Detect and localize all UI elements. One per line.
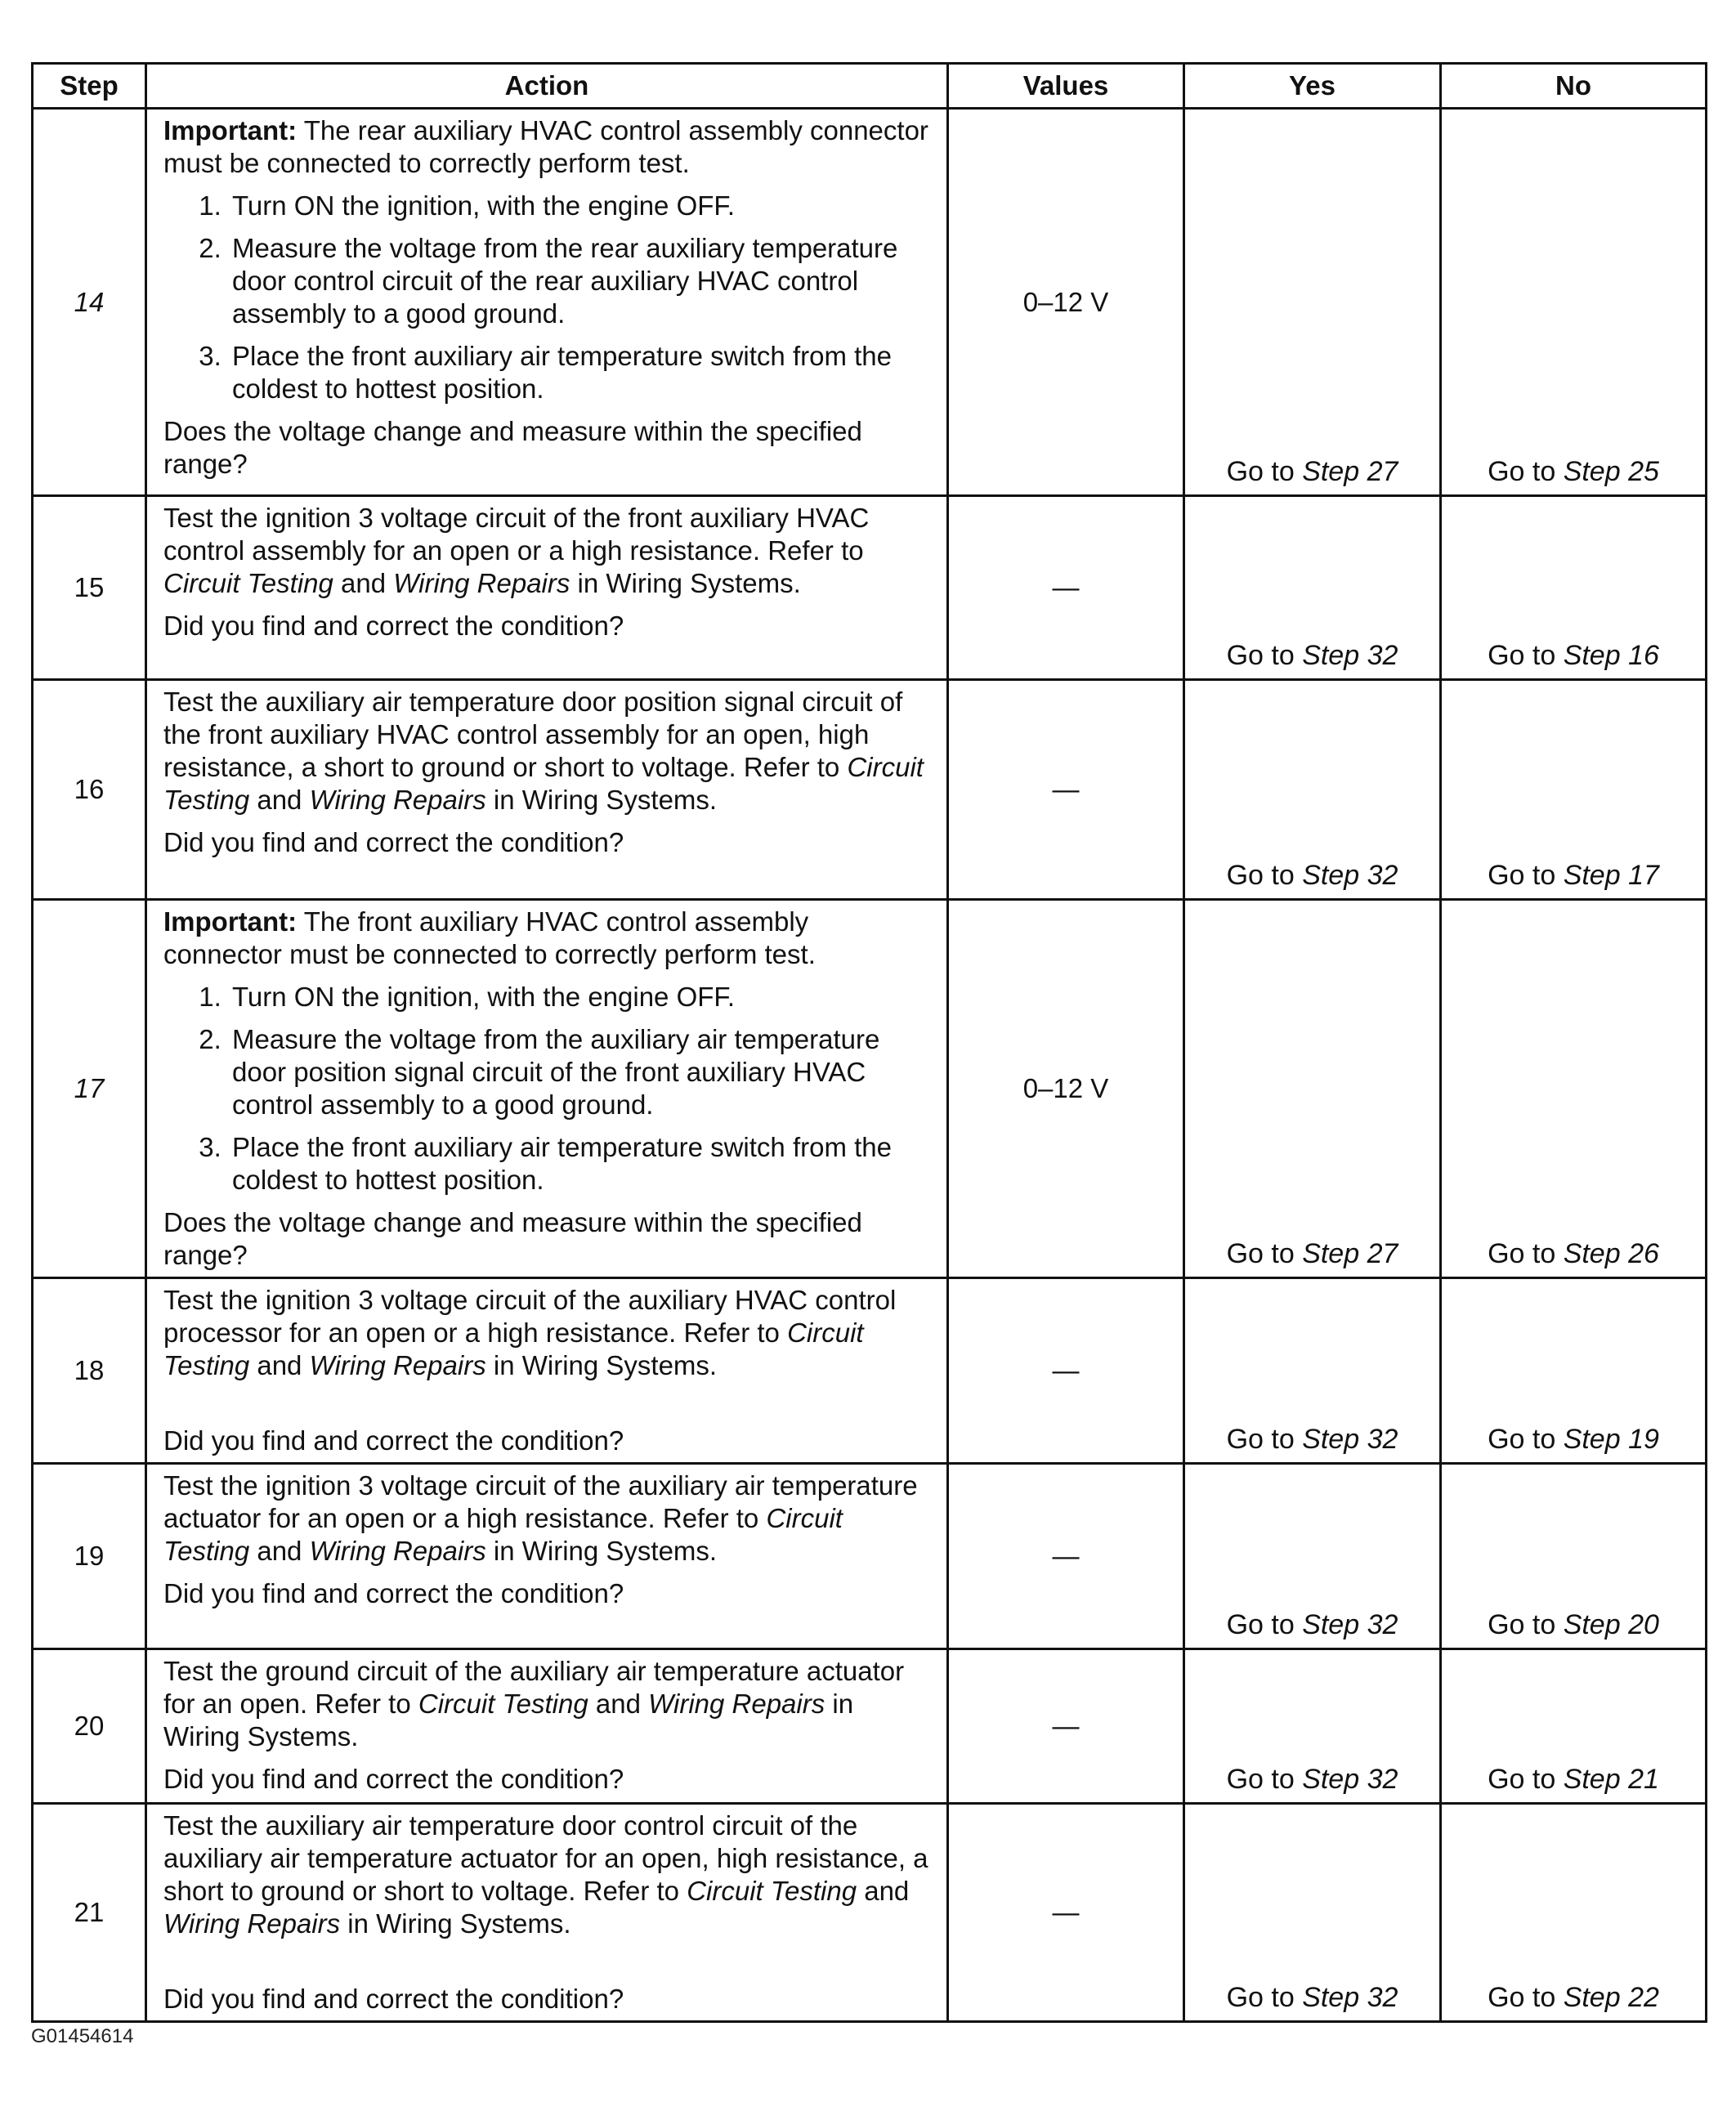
table-row bbox=[33, 1804, 1707, 2022]
action-cell bbox=[146, 1464, 948, 1649]
yes-cell bbox=[1184, 109, 1441, 496]
instruction-part: in Wiring Systems. bbox=[485, 785, 718, 815]
table-row bbox=[33, 1464, 1707, 1649]
no-cell bbox=[1441, 1278, 1707, 1464]
list-item: 2. Measure the voltage from the auxiliary air temperature door position signal circuit of the front auxiliary HVAC control assembly to a good ground. bbox=[229, 1023, 930, 1121]
no-prefix: Go to bbox=[1488, 1982, 1564, 2013]
list-item: 2. Measure the voltage from the rear auxiliary temperature door control circuit of the rear auxiliary HVAC control assembly to a good ground. bbox=[229, 232, 930, 330]
important-label: Important: bbox=[163, 906, 298, 937]
no-cell bbox=[1441, 496, 1707, 680]
instruction-part: Test the auxiliary air temperature door position signal circuit of the front auxiliary HVAC control assembly for an open, high resistance, a short to ground or short to voltage. Refer to bbox=[163, 687, 903, 782]
important-note bbox=[163, 114, 930, 180]
instruction-part: in Wiring Systems. bbox=[570, 568, 801, 598]
important-text: The front auxiliary HVAC control assembly connector must be connected to correctly perform test. bbox=[163, 906, 816, 969]
question-text: Did you find and correct the condition? bbox=[163, 611, 624, 641]
table-row bbox=[33, 1278, 1707, 1464]
circuit-testing-ref[interactable]: Circuit Testing bbox=[687, 1876, 857, 1906]
no-step-link[interactable]: Step 17 bbox=[1563, 860, 1659, 891]
instruction-text bbox=[163, 1284, 930, 1382]
yes-step-link[interactable]: Step 32 bbox=[1302, 1609, 1398, 1640]
wiring-repairs-ref[interactable]: Wiring Repairs bbox=[309, 785, 486, 815]
instruction-part: and bbox=[249, 1350, 310, 1380]
instruction-part: Test the ground circuit of the auxiliary air temperature actuator for an open. Refer to bbox=[163, 1656, 905, 1719]
yes-cell bbox=[1184, 1649, 1441, 1804]
list-item: 3. Place the front auxiliary air temperature switch from the coldest to hottest position. bbox=[229, 1131, 930, 1197]
no-column-header: No bbox=[1441, 64, 1707, 109]
action-column-header: Action bbox=[146, 64, 948, 109]
header-row bbox=[33, 64, 1707, 109]
action-cell bbox=[146, 1278, 948, 1464]
list-item: 1. Turn ON the ignition, with the engine OFF. bbox=[229, 981, 930, 1013]
step-number: 14 bbox=[33, 109, 146, 496]
question-text: Does the voltage change and measure within the specified range? bbox=[163, 1207, 862, 1270]
no-cell bbox=[1441, 1464, 1707, 1649]
instruction-part: Test the ignition 3 voltage circuit of the front auxiliary HVAC control assembly for an open or a high resistance. Refer to bbox=[163, 503, 870, 566]
instruction-text bbox=[163, 1470, 930, 1568]
circuit-testing-ref[interactable]: Circuit Testing bbox=[163, 1503, 843, 1566]
yes-step-link[interactable]: Step 32 bbox=[1302, 1424, 1398, 1455]
yes-step-link[interactable]: Step 27 bbox=[1302, 1238, 1398, 1269]
list-item: 1. Turn ON the ignition, with the engine OFF. bbox=[229, 190, 930, 222]
table-row bbox=[33, 680, 1707, 900]
circuit-testing-ref[interactable]: Circuit Testing bbox=[163, 1317, 864, 1380]
no-step-link[interactable]: Step 26 bbox=[1563, 1238, 1659, 1269]
wiring-repairs-ref[interactable]: Wiring Repairs bbox=[393, 568, 570, 598]
instruction-part: and bbox=[249, 785, 310, 815]
no-prefix: Go to bbox=[1488, 1238, 1564, 1269]
value-cell: — bbox=[948, 496, 1184, 680]
value-cell: — bbox=[948, 680, 1184, 900]
yes-step-link[interactable]: Step 32 bbox=[1302, 1764, 1398, 1795]
yes-prefix: Go to bbox=[1226, 640, 1303, 671]
yes-prefix: Go to bbox=[1226, 1238, 1303, 1269]
yes-cell bbox=[1184, 1464, 1441, 1649]
important-note bbox=[163, 906, 930, 971]
question-text: Did you find and correct the condition? bbox=[163, 1425, 624, 1456]
value-cell: — bbox=[948, 1649, 1184, 1804]
no-step-link[interactable]: Step 22 bbox=[1563, 1982, 1659, 2013]
no-prefix: Go to bbox=[1488, 456, 1564, 487]
circuit-testing-ref[interactable]: Circuit Testing bbox=[418, 1689, 588, 1719]
question-text: Did you find and correct the condition? bbox=[163, 1764, 624, 1794]
instruction-text bbox=[163, 1655, 930, 1753]
wiring-repairs-ref[interactable]: Wiring Repairs bbox=[309, 1536, 486, 1566]
instruction-part: and bbox=[249, 1536, 310, 1566]
value-cell: — bbox=[948, 1278, 1184, 1464]
no-cell bbox=[1441, 109, 1707, 496]
procedure-list bbox=[163, 981, 930, 1197]
wiring-repairs-ref[interactable]: Wiring Repairs bbox=[163, 1908, 341, 1939]
step-number: 19 bbox=[33, 1464, 146, 1649]
step-number: 15 bbox=[33, 496, 146, 680]
yes-cell bbox=[1184, 1278, 1441, 1464]
instruction-part: Test the auxiliary air temperature door control circuit of the auxiliary air temperature actuator for an open, high resistance, a short to ground or short to voltage. Refer to bbox=[163, 1810, 928, 1906]
instruction-part: Test the ignition 3 voltage circuit of the auxiliary air temperature actuator for an open or a high resistance. Refer to bbox=[163, 1470, 918, 1533]
yes-prefix: Go to bbox=[1226, 1764, 1303, 1795]
instruction-part: and bbox=[333, 568, 394, 598]
action-cell bbox=[146, 900, 948, 1278]
action-cell bbox=[146, 109, 948, 496]
no-step-link[interactable]: Step 25 bbox=[1563, 456, 1659, 487]
yes-cell bbox=[1184, 900, 1441, 1278]
instruction-part: and bbox=[588, 1689, 649, 1719]
question-text: Does the voltage change and measure within the specified range? bbox=[163, 416, 862, 479]
yes-cell bbox=[1184, 496, 1441, 680]
question-text: Did you find and correct the condition? bbox=[163, 827, 624, 857]
instruction-part: Test the ignition 3 voltage circuit of the auxiliary HVAC control processor for an open or a high resistance. Refer to bbox=[163, 1285, 897, 1348]
yes-prefix: Go to bbox=[1226, 1609, 1303, 1640]
yes-prefix: Go to bbox=[1226, 1424, 1303, 1455]
no-cell bbox=[1441, 1649, 1707, 1804]
yes-cell bbox=[1184, 680, 1441, 900]
important-text: The rear auxiliary HVAC control assembly connector must be connected to correctly perform test. bbox=[163, 115, 928, 178]
no-prefix: Go to bbox=[1488, 640, 1564, 671]
instruction-part: in Wiring Systems. bbox=[485, 1536, 718, 1566]
no-step-link[interactable]: Step 21 bbox=[1563, 1764, 1659, 1795]
value-cell: — bbox=[948, 1804, 1184, 2022]
no-prefix: Go to bbox=[1488, 1609, 1564, 1640]
action-cell bbox=[146, 1804, 948, 2022]
yes-step-link[interactable]: Step 32 bbox=[1302, 640, 1398, 671]
yes-prefix: Go to bbox=[1226, 456, 1303, 487]
no-cell bbox=[1441, 1804, 1707, 2022]
yes-cell bbox=[1184, 1804, 1441, 2022]
important-label: Important: bbox=[163, 115, 298, 145]
step-column-header: Step bbox=[33, 64, 146, 109]
instruction-text bbox=[163, 1810, 930, 1940]
value-cell: 0–12 V bbox=[948, 109, 1184, 496]
yes-step-link[interactable]: Step 27 bbox=[1302, 456, 1398, 487]
diagnostic-table bbox=[31, 62, 1707, 2023]
step-number: 20 bbox=[33, 1649, 146, 1804]
step-number: 21 bbox=[33, 1804, 146, 2022]
no-prefix: Go to bbox=[1488, 1424, 1564, 1455]
yes-step-link[interactable]: Step 32 bbox=[1302, 860, 1398, 891]
table-row bbox=[33, 496, 1707, 680]
procedure-list bbox=[163, 190, 930, 405]
value-cell: 0–12 V bbox=[948, 900, 1184, 1278]
step-number: 18 bbox=[33, 1278, 146, 1464]
question-text: Did you find and correct the condition? bbox=[163, 1578, 624, 1608]
no-step-link[interactable]: Step 16 bbox=[1563, 640, 1659, 671]
instruction-part: in Wiring Systems. bbox=[163, 1689, 854, 1751]
action-cell bbox=[146, 496, 948, 680]
instruction-part: and bbox=[857, 1876, 910, 1906]
instruction-part: in Wiring Systems. bbox=[340, 1908, 571, 1939]
circuit-testing-ref[interactable]: Circuit Testing bbox=[163, 752, 924, 815]
table-row bbox=[33, 109, 1707, 496]
no-cell bbox=[1441, 900, 1707, 1278]
list-item: 3. Place the front auxiliary air temperature switch from the coldest to hottest position. bbox=[229, 340, 930, 405]
yes-prefix: Go to bbox=[1226, 1982, 1303, 2013]
yes-step-link[interactable]: Step 32 bbox=[1302, 1982, 1398, 2013]
yes-prefix: Go to bbox=[1226, 860, 1303, 891]
action-cell bbox=[146, 1649, 948, 1804]
question-text: Did you find and correct the condition? bbox=[163, 1984, 624, 2014]
instruction-part: in Wiring Systems. bbox=[485, 1350, 718, 1380]
step-number: 17 bbox=[33, 900, 146, 1278]
step-number: 16 bbox=[33, 680, 146, 900]
values-column-header: Values bbox=[948, 64, 1184, 109]
instruction-text bbox=[163, 686, 930, 816]
circuit-testing-ref[interactable]: Circuit Testing bbox=[163, 568, 333, 598]
no-step-link[interactable]: Step 20 bbox=[1563, 1609, 1659, 1640]
figure-id: G01454614 bbox=[31, 2025, 134, 2047]
no-prefix: Go to bbox=[1488, 860, 1564, 891]
no-cell bbox=[1441, 680, 1707, 900]
no-prefix: Go to bbox=[1488, 1764, 1564, 1795]
wiring-repairs-ref[interactable]: Wiring Repairs bbox=[648, 1689, 825, 1719]
wiring-repairs-ref[interactable]: Wiring Repairs bbox=[309, 1350, 486, 1380]
yes-column-header: Yes bbox=[1184, 64, 1441, 109]
table-row bbox=[33, 900, 1707, 1278]
table-row bbox=[33, 1649, 1707, 1804]
no-step-link[interactable]: Step 19 bbox=[1563, 1424, 1659, 1455]
value-cell: — bbox=[948, 1464, 1184, 1649]
action-cell bbox=[146, 680, 948, 900]
instruction-text bbox=[163, 502, 930, 600]
